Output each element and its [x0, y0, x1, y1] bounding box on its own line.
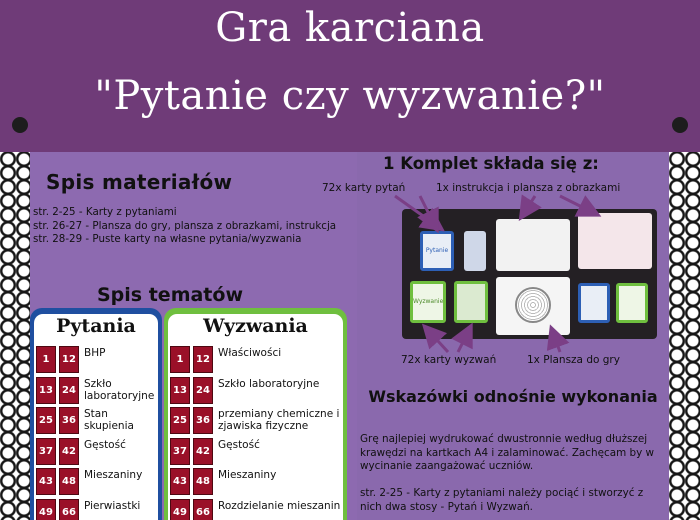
card-number-start: 43 — [170, 468, 190, 495]
label-instruction-board: 1x instrukcja i plansza z obrazkami — [436, 182, 621, 194]
card-number-end: 24 — [193, 377, 213, 404]
card-number-end: 42 — [193, 438, 213, 465]
card-number-start: 1 — [36, 346, 56, 373]
card-number-start: 43 — [36, 468, 56, 495]
pytania-title: Pytania — [56, 315, 136, 337]
topic-label: przemiany chemiczne i zjawiska fizyczne — [218, 408, 340, 432]
kit-heading: 1 Komplet składa się z: — [383, 154, 599, 173]
materials-heading: Spis materiałów — [46, 170, 233, 194]
topic-label: Szkło laboratoryjne — [218, 377, 320, 390]
topic-label: Szkło laboratoryjne — [84, 377, 155, 402]
card-number-end: 36 — [193, 407, 213, 434]
card-number-end: 66 — [59, 499, 79, 520]
tips-heading: Wskazówki odnośnie wykonania — [368, 387, 658, 406]
challenge-card-text: Wyzwanie — [413, 298, 444, 305]
card-number-end: 12 — [193, 346, 213, 373]
topic-label: Pierwiastki — [84, 499, 141, 512]
label-game-board: 1x Plansza do gry — [527, 354, 620, 366]
tips-paragraph: str. 2-25 - Karty z pytaniami należy pociąć i stworzyć z nich dwa stosy - Pytań i Wyzwań. — [360, 487, 644, 513]
card-number-start: 25 — [36, 407, 56, 434]
arrow-icon — [420, 196, 436, 228]
card-number-start: 37 — [36, 438, 56, 465]
topic-label: Mieszaniny — [84, 469, 143, 481]
arrow-icon — [560, 196, 596, 214]
title-line-1: Gra karciana — [215, 5, 485, 51]
materials-item: str. 2-25 - Karty z pytaniami — [33, 206, 177, 218]
label-challenge-cards: 72x karty wyzwań — [401, 354, 497, 366]
arrow-icon — [458, 328, 470, 352]
topic-label: Stan skupienia — [84, 408, 134, 432]
arrow-icon — [426, 328, 448, 352]
card-number-end: 36 — [59, 407, 79, 434]
card-number-start: 1 — [170, 346, 190, 373]
topic-label: Rozdzielanie mieszanin — [218, 499, 341, 512]
materials-item: str. 28-29 - Puste karty na własne pytania/wyzwania — [33, 233, 302, 245]
card-number-start: 37 — [170, 438, 190, 465]
topics-heading: Spis tematów — [97, 284, 243, 306]
materials-item: str. 26-27 - Plansza do gry, plansza z obrazkami, instrukcja — [33, 219, 337, 232]
card-number-start: 13 — [36, 377, 56, 404]
card-number-start: 49 — [170, 499, 190, 520]
wyzwania-title: Wyzwania — [203, 315, 308, 337]
topic-label: BHP — [84, 347, 106, 359]
title-line-2: "Pytanie czy wyzwanie?" — [94, 73, 606, 119]
arrow-icon — [552, 330, 560, 352]
card-number-end: 66 — [193, 499, 213, 520]
question-card-text: Pytanie — [425, 247, 449, 254]
card-number-end: 48 — [59, 468, 79, 495]
topic-label: Gęstość — [84, 438, 126, 451]
topic-label: Gęstość — [218, 438, 260, 451]
card-number-end: 48 — [193, 468, 213, 495]
card-number-start: 13 — [170, 377, 190, 404]
topic-label: Mieszaniny — [218, 469, 277, 481]
topic-label: Właściwości — [218, 347, 282, 359]
tips-body — [360, 433, 666, 520]
card-number-start: 25 — [170, 407, 190, 434]
card-number-end: 42 — [59, 438, 79, 465]
card-number-end: 24 — [59, 377, 79, 404]
card-number-end: 12 — [59, 346, 79, 373]
label-question-cards: 72x karty pytań — [322, 182, 406, 194]
card-number-start: 49 — [36, 499, 56, 520]
arrow-icon — [522, 196, 535, 216]
tips-paragraph: Grę najlepiej wydrukować dwustronnie według dłuższej krawędzi na kartkach A4 i zalaminować. Zachęcam by w wycinanie zaangażować uczniów. — [360, 433, 655, 472]
